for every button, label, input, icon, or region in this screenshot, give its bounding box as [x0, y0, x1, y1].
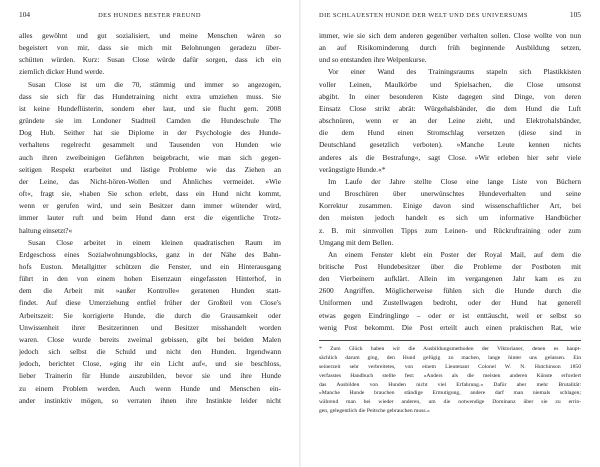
text-line: hofs Euston. Metallgitter schützen die Fenster, und ein Hinterausgang: [19, 261, 281, 271]
left-page-body: [19, 30, 281, 407]
text-line: »Manche Hunde brauchen ständige Ermutigung, andere darf man niemals schlagen;: [319, 390, 581, 397]
text-line: schütten würden. Kurz: Susan Close würde dafür sorgen, dass ich ein: [19, 55, 281, 65]
right-page: [319, 10, 581, 416]
text-line: ziemlich dicker Hund werde.: [19, 67, 105, 77]
text-line: Arbeitszeit: Sie korrigierte Hunde, die durch die Grausamkeit oder: [19, 310, 281, 320]
right-page-number: 105: [569, 10, 581, 19]
text-line: wenig Post bekommt. Die Post erteilt auch einen praktischen Rat, wie: [319, 322, 581, 332]
text-line: Dog Hub. Seither hat sie Diplome in der Psychologie des Hunde-: [19, 128, 281, 138]
text-line: an auf Risikominderung durch früh beginnende Ausbildung setzen,: [319, 43, 581, 53]
text-line: den Vierbeinern aufklärt. Allein im vergangenen Jahr kam es zu: [319, 274, 581, 284]
text-line: An einem Fenster klebt ein Poster der Royal Mail, auf dem die: [328, 249, 581, 259]
text-line: auch ihren zweibeinigen Gefährten beigebracht, wie man sich gegen-: [19, 152, 281, 162]
text-line: die dem Hund einen Stromschlag versetzen (diese sind in: [319, 128, 581, 138]
left-page: [19, 10, 281, 407]
text-line: Unwissenheit ihrer Besitzerinnen und Besitzer misshandelt worden: [19, 322, 281, 332]
left-running-head: DES HUNDES BESTER FREUND: [98, 12, 202, 19]
text-line: alles gewöhnt und gut sozialisiert, und meine Menschen wären so: [19, 31, 281, 40]
text-line: dass sie sich für das Hundetraining nicht extra umziehen muss. Sie: [19, 91, 281, 101]
text-line: abschnüren, wenn er an der Leine zieht, und Elektrohalsbänder,: [319, 116, 581, 126]
left-page-number: 104: [19, 10, 31, 19]
text-line: wenn er gerufen wird, und sein Besitzer dann immer wütender wird,: [19, 201, 281, 211]
text-line: britische Post Hundebesitzer über die Probleme der Postboten mit: [319, 261, 581, 271]
text-line: seinerzeit sehr verbreitetes, von einem Lieutenant Colonel W. N. Hutchinson 1850: [319, 363, 581, 370]
left-page-header: [19, 10, 281, 30]
text-line: zu einem Problem werden. Auch wenn Hunde und Menschen ein-: [19, 383, 281, 393]
text-line: verängstigte Hunde.«*: [319, 164, 386, 174]
footnote-rule: [319, 340, 581, 341]
text-line: während man bei wieder anderen, um die notwendige Dominanz über sie zu errin-: [319, 399, 581, 406]
text-line: Vor einer Wand des Trainingsraums stapeln sich Plastikkisten: [328, 67, 581, 77]
text-line: waren. Close wurde bereits zweimal gebissen, gibt bei beiden Malen: [19, 334, 281, 344]
text-line: und Broschüren über unerwünschtes Hundeverhalten und seine: [319, 189, 581, 199]
text-line: immer, wie sie sich dem anderen gegenüber verhalten sollen. Close wollte von nun: [319, 31, 581, 40]
text-line: etwas gegen Eindringlinge – oder er ist enttäuscht, weil er selbst so: [319, 310, 581, 320]
text-line: Susan Close arbeitet in einem kleinen quadratischen Raum im: [28, 237, 281, 247]
text-line: der Leine, das Nicht-hören-Wollen und Ähnliches vermeidet. »Wie: [19, 176, 281, 186]
text-line: dem die Arbeit mit »außer Kontrolle« geratenen Hunden statt-: [19, 286, 281, 296]
text-line: Erdgeschoss eines Sozialwohnungsblocks, ganz in der Nähe des Bahn-: [19, 249, 281, 259]
text-line: ander instinktiv mögen, so verraten ihnen ihre Instinkte leider nicht: [19, 395, 281, 405]
text-line: ist keine Hundeflüsterin, sondern eher laut, und sie flucht gern. 2008: [19, 103, 281, 113]
text-line: begeistert von mir, dass sie mich mit Belohnungen geradezu über-: [19, 43, 281, 53]
text-line: z. B. mit sinnvollen Tipps zum Leinen- und Rückruftraining oder zum: [319, 225, 581, 235]
right-page-header: [319, 10, 581, 30]
text-line: abgibt. In einer besonderen Kiste dagegen sind Dinge, von deren: [319, 91, 581, 101]
text-line: Deutschland gesetzlich verboten). »Manche Leute kennen nichts: [319, 140, 581, 150]
text-line: jedoch sich selbst die Schuld und nicht den Hunden. Irgendwann: [19, 347, 281, 357]
footnote-block: [319, 345, 581, 416]
text-line: Umgang mit dem Bellen.: [319, 237, 394, 247]
text-line: das Ausbilden von Hunden nicht viel Erfahrung.« Dafür aber mehr Brutalität:: [319, 381, 581, 388]
right-running-head: DIE SCHLAUESTEN HUNDE DER WELT UND DES UNIVERSUMS: [319, 12, 528, 19]
text-line: anderes als die Bestrafung«, sagt Close. »Wir erleben hier sehr viele: [319, 152, 581, 162]
text-line: immer lauter ruft und beim Hund dann erst die eigentliche Trotz-: [19, 213, 281, 223]
text-line: 2600 Angriffen. Möglicherweise fühlen sich die Hunde durch die: [319, 286, 581, 296]
book-gutter: [299, 0, 301, 467]
text-line: sächlich darum ging, den Hund gefügig zu machen, lange hinter uns gelassen. Ein: [319, 354, 581, 361]
text-line: oft«, fragt sie, »haben Sie schon erlebt, dass ein Hund nicht kommt,: [19, 189, 281, 199]
text-line: Einsatz Close strikt abrät: Würgehalsbänder, die dem Hund die Luft: [319, 103, 581, 113]
text-line: Susan Close ist um die 70, stämmig und immer so angezogen,: [28, 79, 281, 89]
text-line: Korrektur zusammen. Einige davon sind wissenschaftlicher Art, bei: [319, 201, 581, 211]
text-line: voller Leinen, Maulkörbe und Spielsachen, die Close umsonst: [319, 79, 581, 89]
text-line: gen, gelegentlich die Peitsche gebrauchen muss.«: [319, 408, 430, 415]
text-line: findet. Auf diese Umerziehung entfiel früher der Großteil von Close's: [19, 298, 281, 308]
text-line: seitigen Respekt erarbeitet und lästige Probleme wie das Ziehen an: [19, 164, 281, 174]
text-line: führt in den von einem hohen Eisenzaun eingefassten Hinterhof, in: [19, 274, 281, 284]
text-line: verhaltens regelrecht gesammelt und Tausenden von Hunden wie: [19, 140, 281, 150]
text-line: jedoch, berichtet Close, »ging ihr ein Licht auf«, und sie beschloss,: [19, 359, 281, 369]
text-line: verfasstes Handbuch stellte fest: »Anders als die meisten anderen Künste erfordert: [319, 372, 581, 379]
text-line: Uniformen und Zustellwagen bedroht, oder der Hund hat generell: [319, 298, 581, 308]
text-line: den meisten jedoch handelt es sich um informative Handbücher: [319, 213, 581, 223]
text-line: * Zum Glück haben wir die Ausbildungsmethoden der Viktorianer, denen es haupt-: [319, 345, 581, 352]
text-line: haltung einsetzt?«: [19, 225, 73, 235]
text-line: und so entstanden ihre Welpenkurse.: [319, 55, 427, 65]
right-page-body: [319, 30, 581, 334]
text-line: gründete sie im Londoner Stadtteil Camden die Hundeschule The: [19, 116, 281, 126]
text-line: lieber Trainerin für Hunde auszubilden, bevor sie und ihre Hunde: [19, 371, 281, 381]
text-line: Im Laufe der Jahre stellte Close eine lange Liste von Büchern: [328, 176, 581, 186]
